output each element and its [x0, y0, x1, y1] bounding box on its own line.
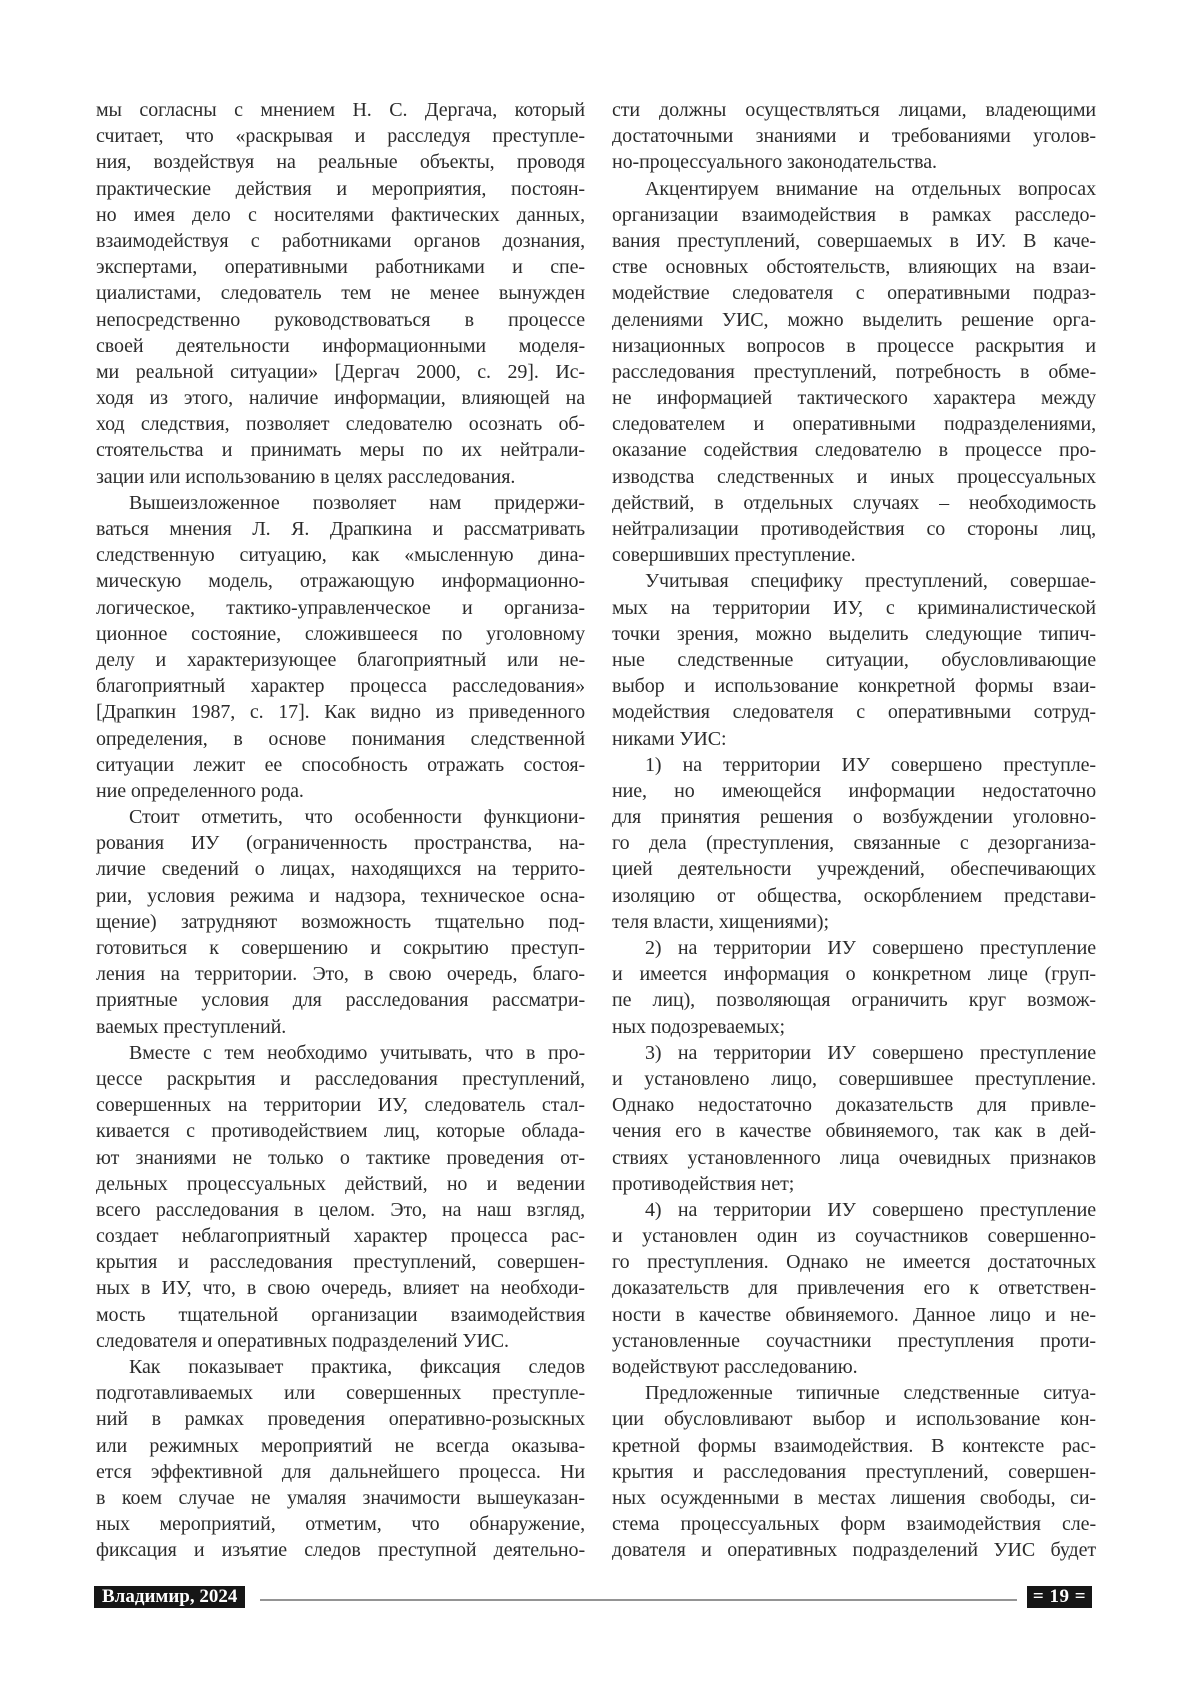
- text-line: действий, в отдельных случаях – необходимость: [612, 491, 1096, 514]
- paragraph: [96, 1354, 585, 1564]
- text-line: мы согласны с мнением Н. С. Дергача, который: [96, 99, 585, 121]
- text-line: чения его в качестве обвиняемого, так как в дей-: [612, 1120, 1096, 1143]
- text-line: выбор и использование конкретной формы взаи-: [612, 675, 1096, 698]
- text-line: 3) на территории ИУ совершено преступление: [645, 1041, 1096, 1064]
- text-line: дователя и оперативных подразделений УИС будет: [612, 1539, 1096, 1562]
- text-line: кретной формы взаимодействия. В контексте рас-: [612, 1434, 1096, 1457]
- text-line: зации или использованию в целях расследования.: [96, 465, 516, 488]
- text-line: расследования преступлений, потребность в обме-: [612, 360, 1096, 383]
- page-number: = 19 =: [1027, 1586, 1092, 1608]
- text-line: Вышеизложенное позволяет нам придержи-: [129, 491, 585, 514]
- text-line: делениями УИС, можно выделить решение орга-: [612, 308, 1096, 331]
- text-line: Учитывая специфику преступлений, совершае-: [645, 570, 1096, 593]
- text-line: водействуют расследованию.: [612, 1356, 858, 1378]
- text-line: крытия и расследования преступлений, совершен-: [96, 1251, 585, 1274]
- text-line: ход следствия, позволяет следователю осознать об-: [96, 413, 585, 436]
- text-column-right: [612, 97, 1096, 1564]
- text-line: ционное состояние, сложившееся по уголовному: [96, 622, 585, 645]
- text-line: ходя из этого, наличие информации, влияющей на: [96, 387, 585, 410]
- paragraph: [96, 804, 585, 1040]
- text-line: личие сведений о лицах, находящихся на террито-: [96, 858, 585, 881]
- text-line: 4) на территории ИУ совершено преступление: [645, 1198, 1096, 1221]
- text-line: рования ИУ (ограниченность пространства, на-: [96, 832, 585, 855]
- paragraph: [612, 935, 1096, 1040]
- text-line: ных мероприятий, отметим, что обнаружение,: [96, 1513, 585, 1536]
- text-line: приятные условия для расследования рассматри-: [96, 989, 585, 1012]
- text-line: экспертами, оперативными работниками и спе-: [96, 256, 585, 279]
- text-line: делу и характеризующее благоприятный или не-: [96, 648, 585, 671]
- text-line: щение) затрудняют возможность тщательно под-: [96, 910, 585, 933]
- text-line: Однако недостаточно доказательств для привле-: [612, 1094, 1096, 1117]
- text-line: стоятельства и принимать меры по их нейтрали-: [96, 439, 585, 462]
- text-line: Предложенные типичные следственные ситуа-: [645, 1382, 1096, 1405]
- text-line: мическую модель, отражающую информационно-: [96, 570, 585, 593]
- text-line: цессе раскрытия и расследования преступлений,: [96, 1067, 585, 1090]
- text-line: определения, в основе понимания следственной: [96, 727, 585, 750]
- text-line: го преступления. Однако не имеется достаточных: [612, 1251, 1096, 1274]
- text-line: теля власти, хищениями);: [612, 910, 829, 933]
- text-line: в коем случае не умаляя значимости вышеуказан-: [96, 1486, 585, 1509]
- text-line: следственную ситуацию, как «мысленную дина-: [96, 544, 585, 567]
- text-line: ные следственные ситуации, обусловливающие: [612, 648, 1096, 671]
- paragraph: [96, 490, 585, 804]
- text-line: и установлен один из соучастников совершенно-: [612, 1225, 1096, 1248]
- paragraph: [96, 1040, 585, 1354]
- text-line: ных подозреваемых;: [612, 1015, 786, 1038]
- text-line: совершивших преступление.: [612, 544, 856, 567]
- text-line: [Драпкин 1987, с. 17]. Как видно из приведенного: [96, 701, 585, 724]
- text-line: всего расследования в целом. Это, на наш взгляд,: [96, 1198, 585, 1221]
- text-line: ния, воздействуя на реальные объекты, проводя: [96, 151, 585, 174]
- text-line: и установлено лицо, совершившее преступление.: [612, 1067, 1096, 1090]
- text-line: ции обусловливают выбор и использование кон-: [612, 1408, 1096, 1431]
- text-line: мых на территории ИУ, с криминалистической: [612, 596, 1096, 619]
- text-line: сти должны осуществляться лицами, владеющими: [612, 99, 1096, 121]
- text-line: низационных вопросов в процессе раскрытия и: [612, 334, 1096, 357]
- text-line: достаточными знаниями и требованиями уголов-: [612, 125, 1096, 148]
- paragraph: [96, 97, 585, 490]
- text-line: вания преступлений, совершаемых в ИУ. В каче-: [612, 229, 1096, 252]
- text-line: ют знаниями не только о тактике проведения от-: [96, 1146, 585, 1169]
- text-line: ется эффективной для дальнейшего процесса. Ни: [96, 1460, 585, 1483]
- text-line: ления на территории. Это, в свою очередь, благо-: [96, 963, 585, 986]
- text-line: кивается с противодействием лиц, которые облада-: [96, 1120, 585, 1143]
- paragraph: [612, 752, 1096, 935]
- text-line: готовиться к совершению и сокрытию преступ-: [96, 937, 585, 959]
- text-line: противодействия нет;: [612, 1172, 795, 1195]
- text-line: но имея дело с носителями фактических данных,: [96, 203, 585, 226]
- text-line: ний в рамках проведения оперативно-розыскных: [96, 1408, 585, 1431]
- text-line: изводства следственных и иных процессуальных: [612, 465, 1096, 488]
- text-line: создает неблагоприятный характер процесса рас-: [96, 1225, 585, 1248]
- text-line: мость тщательной организации взаимодействия: [96, 1303, 585, 1326]
- text-column-left: [96, 97, 585, 1564]
- text-line: но-процессуального законодательства.: [612, 151, 937, 174]
- text-line: нейтрализации противодействия со стороны лиц,: [612, 518, 1096, 540]
- text-line: организации взаимодействия в рамках расследо-: [612, 203, 1096, 226]
- text-line: модействие следователя с оперативными подраз-: [612, 282, 1096, 305]
- text-line: го дела (преступления, связанные с дезорганиза-: [612, 832, 1096, 855]
- text-line: подготавливаемых или совершенных преступле-: [96, 1382, 585, 1405]
- text-line: 1) на территории ИУ совершено преступле-: [645, 753, 1096, 776]
- text-line: установленные соучастники преступления проти-: [612, 1329, 1096, 1352]
- text-line: никами УИС:: [612, 727, 727, 750]
- paragraph: [612, 568, 1096, 751]
- text-line: или режимных мероприятий не всегда оказыва-: [96, 1434, 585, 1457]
- text-line: ние определенного рода.: [96, 779, 304, 802]
- text-line: не информацией тактического характера между: [612, 387, 1096, 410]
- paragraph: [612, 1380, 1096, 1563]
- text-line: ствиях установленного лица очевидных признаков: [612, 1146, 1096, 1169]
- text-line: точки зрения, можно выделить следующие типич-: [612, 622, 1096, 645]
- text-line: дельных процессуальных действий, но и ведении: [96, 1172, 585, 1195]
- text-line: логическое, тактико-управленческое и организа-: [96, 596, 585, 619]
- text-line: следователем и оперативными подразделениями,: [612, 413, 1096, 436]
- text-line: и имеется информация о конкретном лице (груп-: [612, 963, 1096, 986]
- text-line: пе лиц), позволяющая ограничить круг возмож-: [612, 989, 1096, 1012]
- text-line: ваться мнения Л. Я. Драпкина и рассматривать: [96, 518, 585, 540]
- text-line: ваемых преступлений.: [96, 1015, 287, 1038]
- text-line: фиксация и изъятие следов преступной деятельно-: [96, 1539, 585, 1562]
- text-line: ми реальной ситуации» [Дергач 2000, с. 29]. Ис-: [96, 360, 585, 383]
- text-line: цией деятельности учреждений, обеспечивающих: [612, 858, 1096, 881]
- text-line: стема процессуальных форм взаимодействия сле-: [612, 1513, 1096, 1536]
- text-line: для принятия решения о возбуждении уголовно-: [612, 806, 1096, 829]
- text-line: взаимодействуя с работниками органов дознания,: [96, 229, 585, 252]
- text-line: модействия следователя с оперативными сотруд-: [612, 701, 1096, 724]
- text-line: ных в ИУ, что, в свою очередь, влияет на необходи-: [96, 1277, 585, 1300]
- text-line: стве основных обстоятельств, влияющих на взаи-: [612, 256, 1096, 279]
- text-line: доказательств для привлечения его к ответствен-: [612, 1277, 1096, 1300]
- footer-rule: [260, 1599, 1017, 1601]
- text-line: Вместе с тем необходимо учитывать, что в про-: [129, 1041, 585, 1064]
- paragraph: [612, 1040, 1096, 1197]
- text-line: оказание содействия следователю в процессе про-: [612, 439, 1096, 462]
- paragraph: [612, 97, 1096, 176]
- text-line: Как показывает практика, фиксация следов: [129, 1356, 585, 1378]
- text-line: Стоит отметить, что особенности функциони-: [129, 806, 585, 829]
- text-line: крытия и расследования преступлений, совершен-: [612, 1460, 1096, 1483]
- text-line: совершенных на территории ИУ, следователь стал-: [96, 1094, 585, 1117]
- text-line: благоприятный характер процесса расследования»: [96, 675, 585, 698]
- text-line: 2) на территории ИУ совершено преступление: [645, 937, 1096, 959]
- text-line: циалистами, следователь тем не менее вынужден: [96, 282, 585, 305]
- text-line: ных осужденными в местах лишения свободы, си-: [612, 1486, 1096, 1509]
- text-line: практические действия и мероприятия, постоян-: [96, 177, 585, 200]
- paragraph: [612, 1197, 1096, 1380]
- text-line: считает, что «раскрывая и расследуя преступле-: [96, 125, 585, 148]
- text-line: своей деятельности информационными моделя-: [96, 334, 585, 357]
- text-line: непосредственно руководствоваться в процессе: [96, 308, 585, 331]
- text-line: ситуации лежит ее способность отражать состоя-: [96, 753, 585, 776]
- imprint-place-year: Владимир, 2024: [94, 1586, 245, 1608]
- text-line: ние, но имеющейся информации недостаточно: [612, 779, 1096, 802]
- text-line: ности в качестве обвиняемого. Данное лицо и не-: [612, 1303, 1096, 1326]
- text-line: Акцентируем внимание на отдельных вопросах: [645, 177, 1096, 200]
- text-line: изоляцию от общества, оскорблением представи-: [612, 884, 1096, 907]
- text-line: следователя и оперативных подразделений УИС.: [96, 1329, 509, 1352]
- paragraph: [612, 176, 1096, 569]
- text-line: рии, условия режима и надзора, техническое осна-: [96, 884, 585, 907]
